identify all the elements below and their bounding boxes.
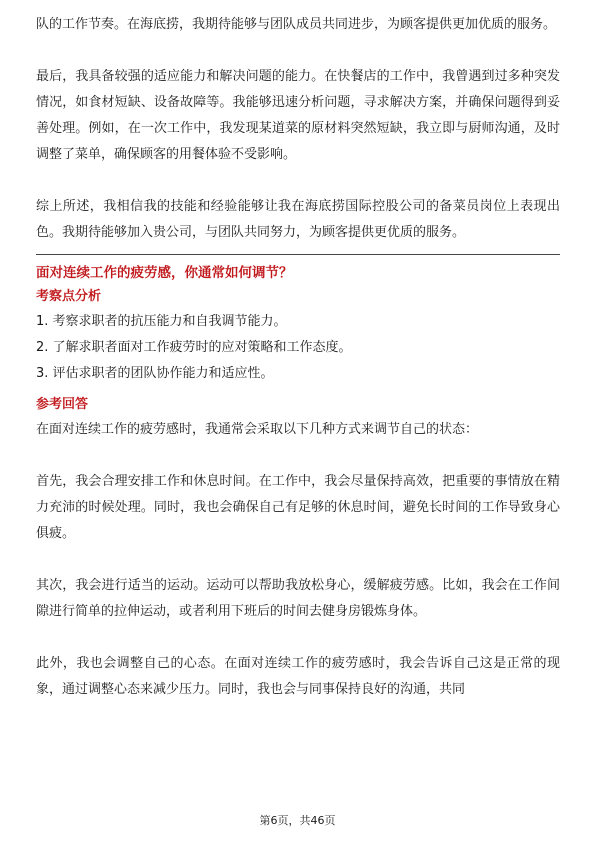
answer-paragraph-2: 首先，我会合理安排工作和休息时间。在工作中，我会尽量保持高效，把重要的事情放在精力充沛的时候处理。同时，我也会确保自己有足够的休息时间，避免长时间的工作导致身心俱疲。 — [36, 474, 560, 541]
answer-heading: 参考回答 — [36, 397, 89, 412]
analysis-item: 1. 考察求职者的抗压能力和自我调节能力。 — [36, 314, 287, 329]
answer-paragraph-3: 其次，我会进行适当的运动。运动可以帮助我放松身心，缓解疲劳感。比如，我会在工作间隙进行简单的拉伸运动，或者利用下班后的时间去健身房锻炼身体。 — [36, 578, 560, 619]
question-heading: 面对连续工作的疲劳感，你通常如何调节？ — [36, 265, 293, 281]
intro-paragraph-2: 最后，我具备较强的适应能力和解决问题的能力。在快餐店的工作中，我曾遇到过多种突发情况，如食材短缺、设备故障等。我能够迅速分析问题，寻求解决方案，并确保问题得到妥善处理。例如，在一次工作中，我发现某道菜的原材料突然短缺，我立即与厨师沟通，及时调整了菜单，确保顾客的用餐体验不受影响。 — [36, 69, 560, 162]
intro-paragraph-1: 队的工作节奏。在海底捞，我期待能够与团队成员共同进步，为顾客提供更加优质的服务。 — [36, 17, 557, 32]
document-page — [36, 12, 560, 703]
answer-paragraph-1: 在面对连续工作的疲劳感时，我通常会采取以下几种方式来调节自己的状态： — [36, 422, 479, 437]
answer-paragraph-4: 此外，我也会调整自己的心态。在面对连续工作的疲劳感时，我会告诉自己这是正常的现象，通过调整心态来减少压力。同时，我也会与同事保持良好的沟通，共同 — [36, 656, 560, 697]
section-divider — [36, 254, 560, 255]
analysis-item: 3. 评估求职者的团队协作能力和适应性。 — [36, 366, 274, 381]
analysis-heading: 考察点分析 — [36, 289, 102, 304]
page-footer: 第6页，共46页 — [259, 814, 336, 827]
intro-paragraph-3: 综上所述，我相信我的技能和经验能够让我在海底捞国际控股公司的备菜员岗位上表现出色。我期待能够加入贵公司，与团队共同努力，为顾客提供更优质的服务。 — [36, 199, 560, 240]
analysis-item: 2. 了解求职者面对工作疲劳时的应对策略和工作态度。 — [36, 340, 352, 355]
